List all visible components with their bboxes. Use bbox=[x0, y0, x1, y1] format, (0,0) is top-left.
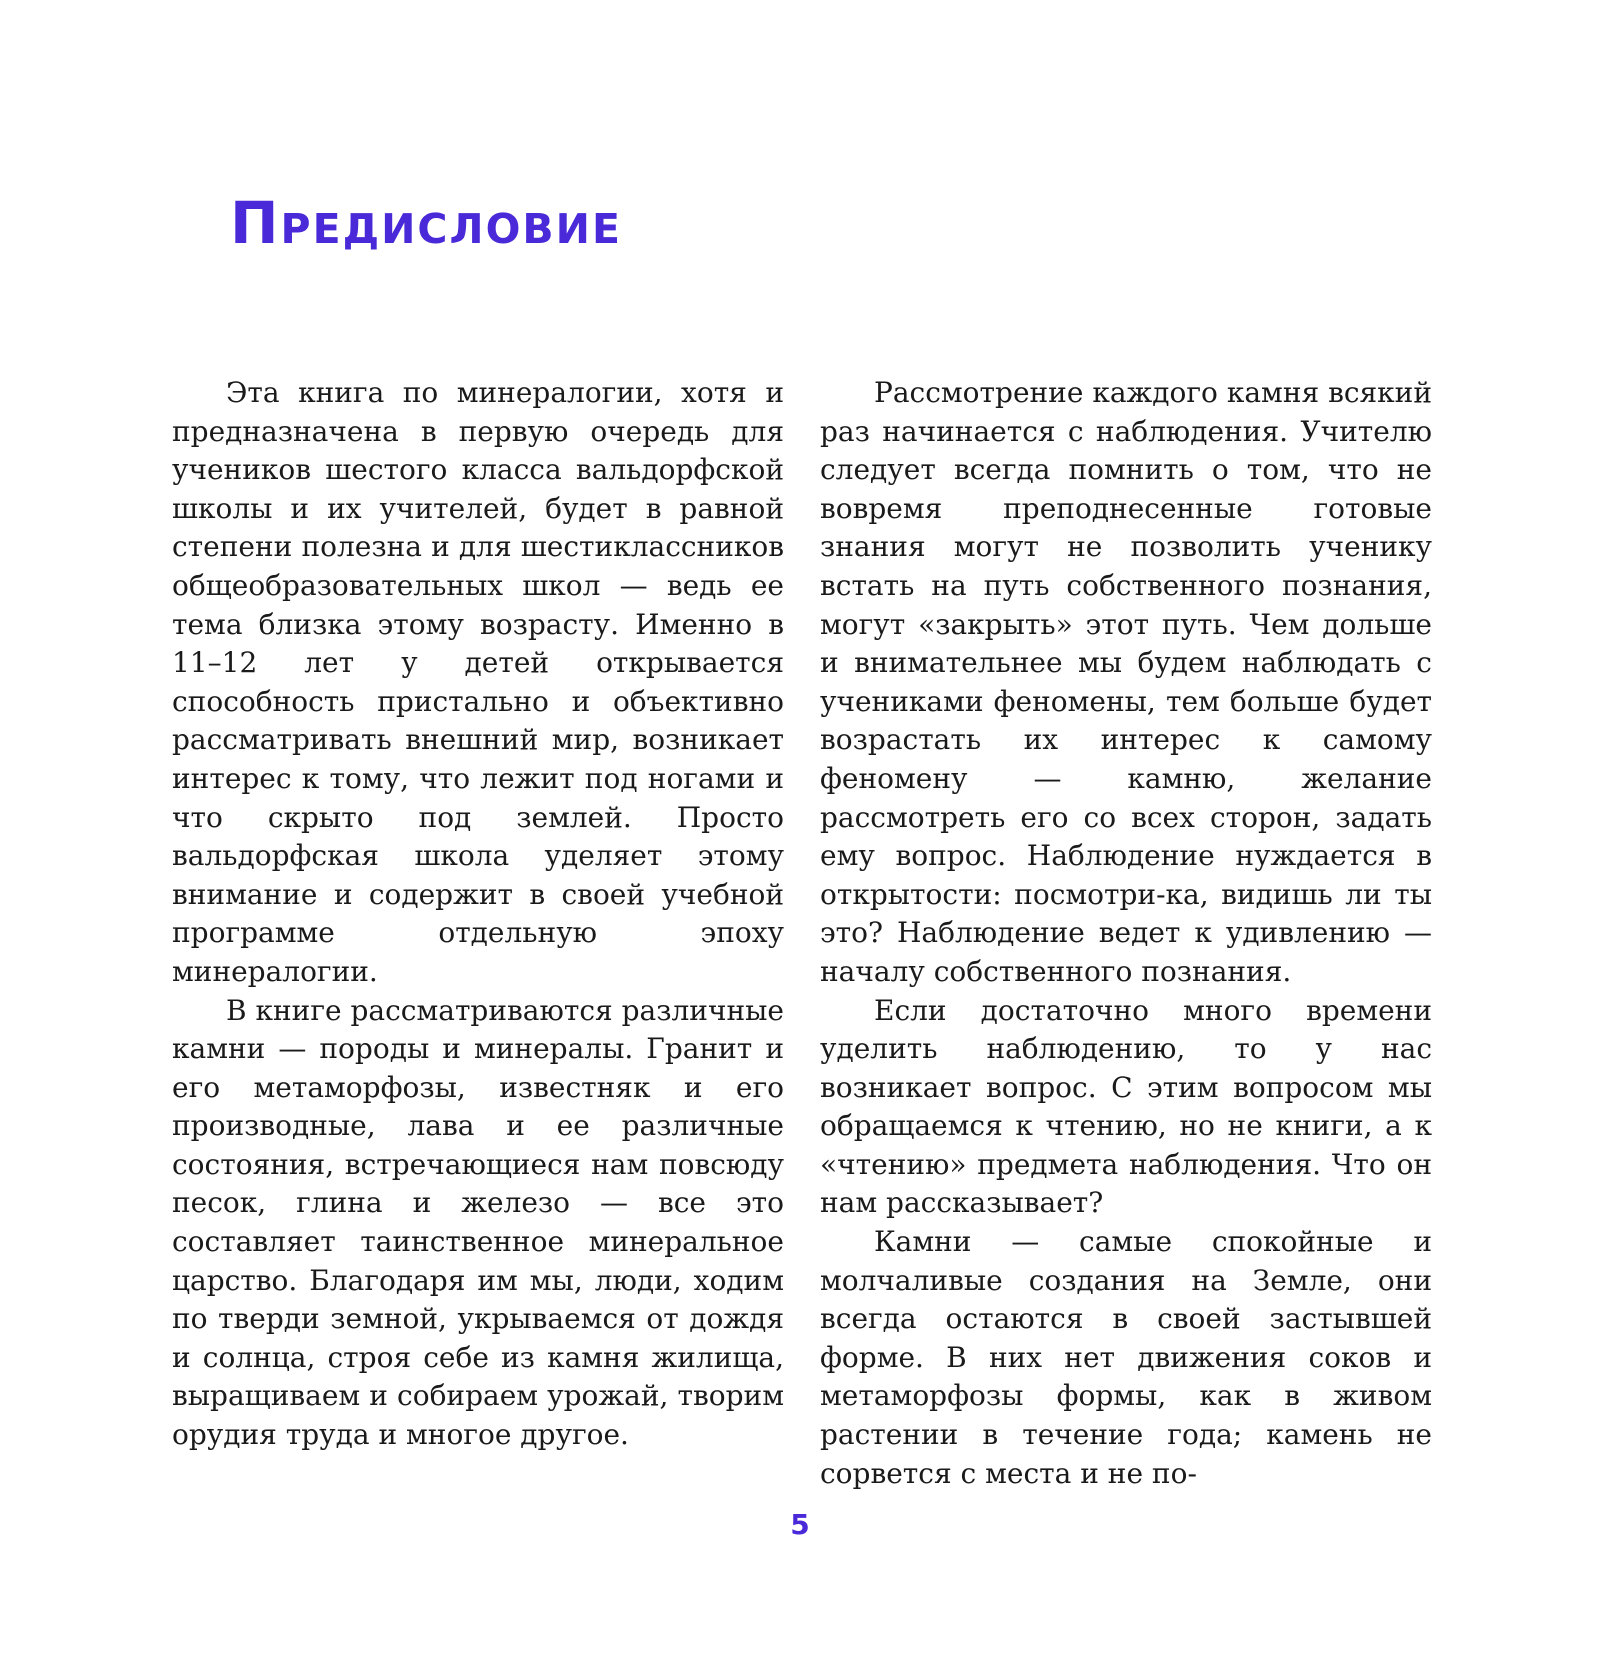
paragraph: Эта книга по минералогии, хотя и предназначена в первую очередь для учеников шестого класса вальдорфской школы и их учителей, будет в равной степени полезна и для шестиклассников общеобразовательных школ — ведь ее тема близка этому возрасту. Именно в 11–12 лет у детей открывается способность пристально и объективно рассматривать внешний мир, возникает интерес к тому, что лежит под ногами и что скрыто под землей. Просто вальдорфская школа уделяет этому внимание и содержит в своей учебной программе отдельную эпоху минералогии. bbox=[172, 376, 784, 988]
text-column-left bbox=[172, 374, 784, 1455]
text-column-right bbox=[820, 374, 1432, 1493]
paragraph: В книге рассматриваются различные камни — породы и минералы. Гранит и его метаморфозы, известняк и его производные, лава и ее различные состояния, встречающиеся нам повсюду песок, глина и железо — все это составляет таинственное минеральное царство. Благодаря им мы, люди, ходим по тверди земной, укрываемся от дождя и солнца, строя себе из камня жилища, выращиваем и собираем урожай, творим орудия труда и многое другое. bbox=[172, 993, 784, 1452]
paragraph: Если достаточно много времени уделить наблюдению, то у нас возникает вопрос. С этим вопросом мы обращаемся к чтению, но не книги, а к «чтению» предмета наблюдения. Что он нам рассказывает? bbox=[820, 993, 1432, 1220]
paragraph: Рассмотрение каждого камня всякий раз начинается с наблюдения. Учителю следует всегда помнить о том, что не вовремя преподнесенные готовые знания могут не позволить ученику встать на путь собственного познания, могут «закрыть» этот путь. Чем дольше и внимательнее мы будем наблюдать с учениками феномены, тем больше будет возрастать их интерес к самому феномену — камню, желание рассмотреть его со всех сторон, задать ему вопрос. Наблюдение нуждается в открытости: посмотри-ка, видишь ли ты это? Наблюдение ведет к удивлению — началу собственного познания. bbox=[820, 376, 1432, 988]
paragraph: Камни — самые спокойные и молчаливые создания на Земле, они всегда остаются в своей застывшей форме. В них нет движения соков и метаморфозы формы, как в живом растении в течение года; камень не сорвется с места и не по- bbox=[820, 1225, 1432, 1490]
page-number: 5 bbox=[790, 1508, 810, 1541]
page-title: Предисловие bbox=[230, 189, 622, 257]
